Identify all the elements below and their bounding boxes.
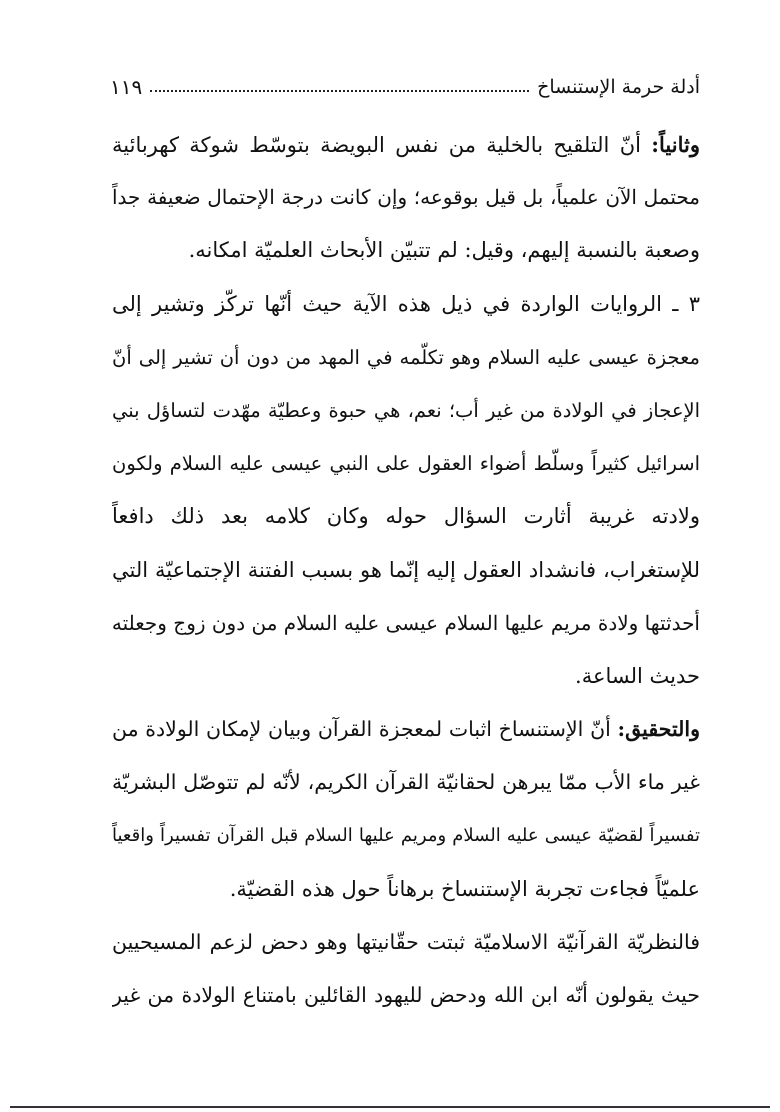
text-line xyxy=(112,384,700,437)
text-line xyxy=(112,331,700,384)
text-line xyxy=(112,703,700,756)
page-number: ١١٩ xyxy=(110,75,143,99)
line-text: أنّ التلقيح بالخلية من نفس البويضة بتوسّط شوكة كهربائية xyxy=(112,133,652,157)
text-line xyxy=(112,278,700,331)
page-body xyxy=(112,118,700,1022)
text-line xyxy=(112,650,700,703)
line-text: الإعجاز في الولادة من غير أب؛ نعم، هي حبوة وعطيّة مهّدت لتساؤل بني xyxy=(112,398,700,422)
text-line xyxy=(112,437,700,490)
line-text: حيث يقولون أنّه ابن الله ودحض لليهود القائلين بامتناع الولادة من غير xyxy=(112,983,700,1007)
text-line xyxy=(112,597,700,650)
text-line xyxy=(112,118,700,171)
page-bottom-rule xyxy=(10,1106,770,1108)
text-line xyxy=(112,863,700,916)
text-line xyxy=(112,171,700,224)
line-text: علميّاً فجاءت تجربة الإستنساخ برهاناً حول هذه القضيّة. xyxy=(229,876,700,901)
line-text: غير ماء الأب ممّا يبرهن لحقانيّة القرآن الكريم، لأنّه لم تتوصّل البشريّة xyxy=(112,770,700,795)
line-text: ٣ ـ الروايات الواردة في ذيل هذه الآية حيث أنّها تركّز وتشير إلى xyxy=(112,291,700,316)
text-line xyxy=(112,490,700,543)
text-line xyxy=(112,916,700,969)
line-text: فالنظريّة القرآنيّة الاسلاميّة ثبتت حقّانيتها وهو دحض لزعم المسيحيين xyxy=(112,929,700,954)
text-line xyxy=(112,809,700,862)
line-text: أنّ الإستنساخ اثبات لمعجزة القرآن وبيان لإمكان الولادة من xyxy=(112,717,618,742)
line-text: محتمل الآن علمياً، بل قيل بوقوعه؛ وإن كانت درجة الإحتمال ضعيفة جداً xyxy=(112,185,700,210)
line-text: للإستغراب، فانشداد العقول إليه إنّما هو بسبب الفتنة الإجتماعيّة التي xyxy=(112,557,700,582)
text-line xyxy=(112,969,700,1022)
line-text: حديث الساعة. xyxy=(575,663,700,688)
text-line xyxy=(112,756,700,809)
paragraph-lead: والتحقيق: xyxy=(617,717,700,742)
running-header xyxy=(110,72,700,102)
line-text: أحدثتها ولادة مريم عليها السلام عيسى عليه السلام من دون زوج وجعلته xyxy=(112,610,700,635)
line-text: اسرائيل كثيراً وسلّط أضواء العقول على النبي عيسى عليه السلام ولكون xyxy=(112,452,700,476)
paragraph-lead: وثانياً: xyxy=(651,132,700,157)
line-text: وصعبة بالنسبة إليهم، وقيل: لم تتبيّن الأبحاث العلميّة امكانه. xyxy=(188,238,700,263)
text-line xyxy=(112,224,700,277)
line-text: ولادته غريبة أثارت السؤال حوله وكان كلامه بعد ذلك دافعاً xyxy=(112,504,700,529)
line-text: تفسيراً لقضيّة عيسى عليه السلام ومريم عليها السلام قبل القرآن تفسيراً واقعياً xyxy=(112,825,700,847)
chapter-title: أدلة حرمة الإستنساخ xyxy=(537,76,700,98)
leader-dots xyxy=(150,90,529,92)
text-line xyxy=(112,544,700,597)
line-text: معجزة عيسى عليه السلام وهو تكلّمه في المهد من دون أن تشير إلى أنّ xyxy=(112,345,700,369)
